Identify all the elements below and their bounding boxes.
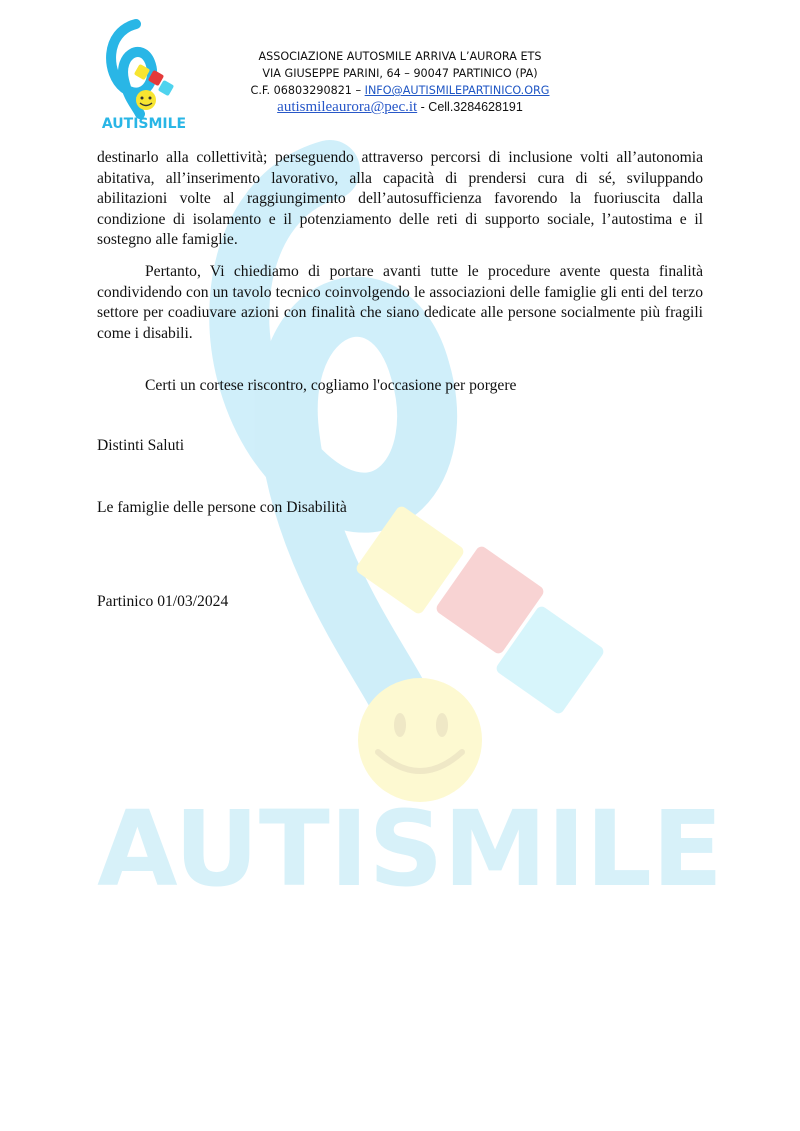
body-paragraph-3: Certi un cortese riscontro, cogliamo l'occasione per porgere [145,377,517,394]
organization-name: ASSOCIAZIONE AUTOSMILE ARRIVA L’AURORA ETS [258,50,542,63]
watermark-text: AUTISMILE [97,788,723,910]
organization-address: VIA GIUSEPPE PARINI, 64 – 90047 PARTINICO (PA) [262,67,538,80]
email-link[interactable]: INFO@AUTISMILEPARTINICO.ORG [364,84,550,97]
autismile-logo [96,18,192,136]
body-paragraph-1: destinarlo alla collettività; perseguendo attraverso percorsi di inclusione volti all’autonomia abitativa, all’inserimento lavorativo, alla capacità di prendersi cura di sé, sviluppando abilitazioni volte al raggiungimento dell’autosufficienza favorendo la fuoriuscita dalla condizione di isolamento e il potenziamento delle reti di supporto sociale, l’autostima e il sostegno alle famiglie. [97,149,703,248]
contact-line [240,99,560,116]
place-and-date: Partinico 01/03/2024 [97,593,229,610]
signature: Le famiglie delle persone con Disabilità [97,499,347,516]
logo-text: AUTISMILE [101,116,187,132]
fiscal-code-line [240,82,560,99]
body-paragraph-2: Pertanto, Vi chiediamo di portare avanti tutte le procedure avente questa finalità condividendo con un tavolo tecnico coinvolgendo le associazioni delle famiglie gli enti del terzo settore per coadiuvare azioni con finalità che siano dedicate alle persone socialmente più fragili come i disabili. [97,263,703,342]
closing-greeting: Distinti Saluti [97,437,185,454]
fiscal-code: C.F. 06803290821 – [250,84,365,97]
pec-link[interactable]: autismileaurora@pec.it [277,99,418,115]
letterhead [240,48,560,116]
phone-number: - Cell.3284628191 [417,100,523,114]
